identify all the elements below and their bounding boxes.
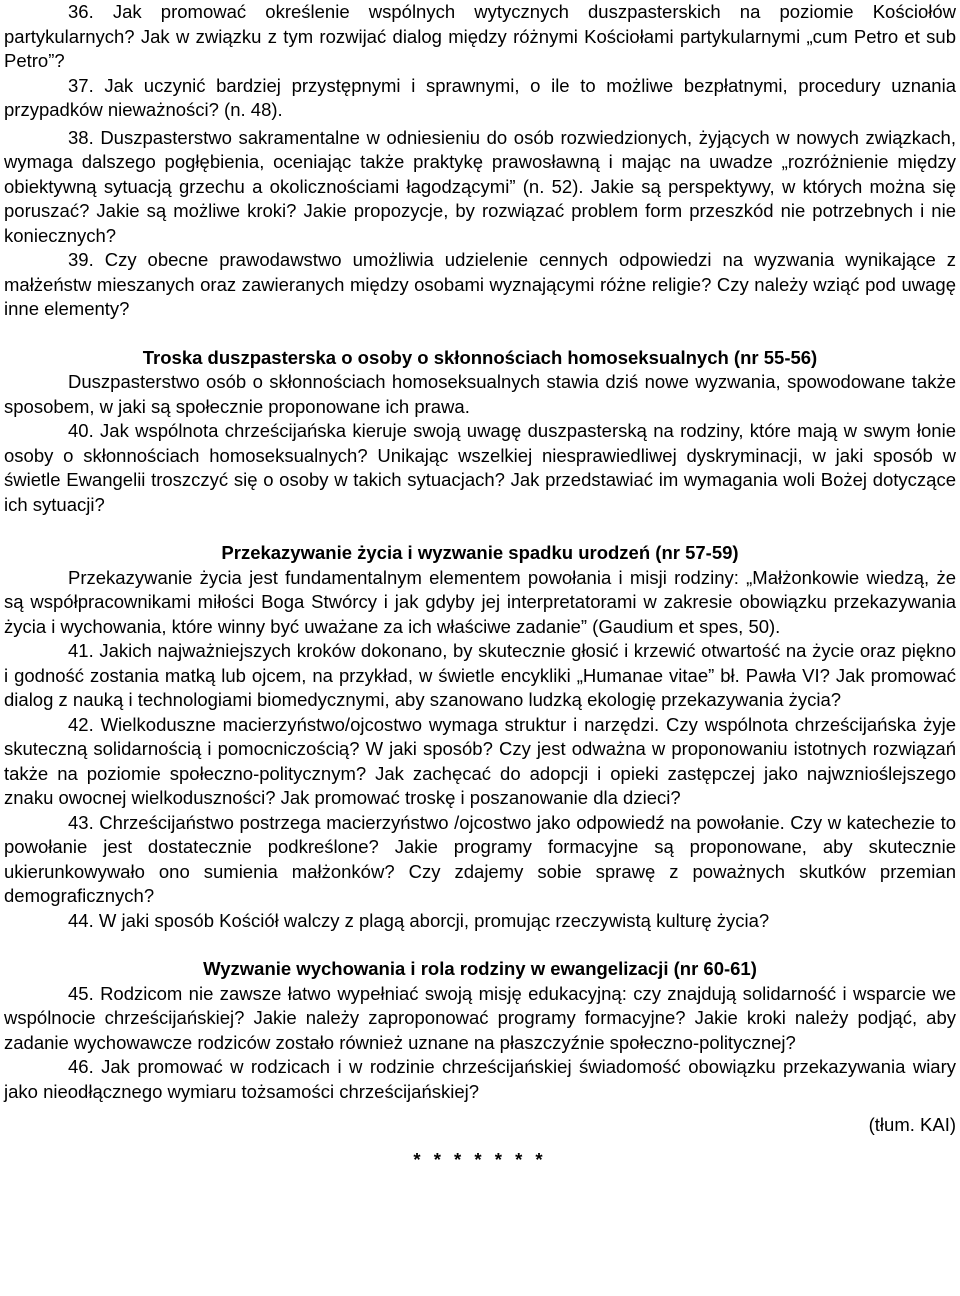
paragraph-45: 45. Rodzicom nie zawsze łatwo wypełniać swoją misję edukacyjną: czy znajdują solidarność i wsparcie we wspólnocie chrześcijańskiej? Jakie należy zaproponować programy formacyjne? Jakie kroki należy podjąć, aby zadanie wychowawcze rodziców zostało również uznane na płaszczyźnie społeczno-politycznej? [4, 982, 956, 1053]
document-page [4, 0, 956, 1172]
section-heading-education-and-evangelization: Wyzwanie wychowania i rola rodziny w ewangelizacji (nr 60-61) [203, 958, 757, 979]
paragraph-43: 43. Chrześcijaństwo postrzega macierzyństwo /ojcostwo jako odpowiedź na powołanie. Czy w katechezie to powołanie jest dostatecznie podkreślone? Jakie programy formacyjne są proponowane, aby skutecznie ukierunkowywało ono sumienia małżonków? Czy zdajemy sobie sprawę z poważnych skutków przemian demograficznych? [4, 811, 956, 906]
section-separator: * * * * * * * [413, 1148, 547, 1170]
paragraph-36: 36. Jak promować określenie wspólnych wytycznych duszpasterskich na poziomie Kościołów partykularnych? Jak w związku z tym rozwijać dialog między różnymi Kościołami partykularnymi „cum Petro et sub Petro”? [4, 1, 956, 71]
paragraph-37: 37. Jak uczynić bardziej przystępnymi i sprawnymi, o ile to możliwe bezpłatnymi, procedury uznania przypadków nieważności? (n. 48). [4, 74, 956, 120]
paragraph-42: 42. Wielkoduszne macierzyństwo/ojcostwo wymaga struktur i narzędzi. Czy wspólnota chrześcijańska żyje skuteczną solidarnością i pomocniczością? W jaki sposób? Czy jest odważna w proponowaniu istotnych rozwiązań także na poziomie społeczno-politycznym? Jak zachęcać do adopcji i opieki zastępczej jako najwznioślejszego znaku owocnej wielkoduszności? Jak promować troskę i poszanowanie dla dzieci? [4, 713, 956, 808]
paragraph-44: 44. W jaki sposób Kościół walczy z plagą aborcji, promując rzeczywistą kulturę życia? [68, 909, 770, 931]
paragraph-46: 46. Jak promować w rodzicach i w rodzinie chrześcijańskiej świadomość obowiązku przekazywania wiary jako nieodłącznego wymiaru tożsamości chrześcijańskiej? [4, 1056, 956, 1102]
translation-credit: (tłum. KAI) [868, 1114, 956, 1135]
paragraph-39: 39. Czy obecne prawodawstwo umożliwia udzielenie cennych odpowiedzi na wyzwania wynikające z małżeństw mieszanych oraz zawieranych między osobami wyznającymi różne religie? Czy należy wziąć pod uwagę inne elementy? [4, 249, 956, 319]
paragraph-40: 40. Jak wspólnota chrześcijańska kieruje swoją uwagę duszpasterską na rodziny, które mają w swym łonie osoby o skłonnościach homoseksualnych? Unikając wszelkiej niesprawiedliwej dyskryminacji, w jaki sposób w świetle Ewangelii troszczyć się o osoby w takich sytuacjach? Jak przedstawiać im wymagania woli Bożej dotyczące ich sytuacji? [4, 420, 956, 515]
section-heading-transmission-of-life: Przekazywanie życia i wyzwanie spadku urodzeń (nr 57-59) [221, 542, 739, 563]
paragraph-41: 41. Jakich najważniejszych kroków dokonano, by skutecznie głosić i krzewić otwartość na życie oraz piękno i godność zostania matką lub ojcem, na przykład, w świetle encykliki „Humanae vitae” bł. Pawła VI? Jak promować dialog z nauką i technologiami biomedycznymi, aby szanowano ludzką ekologię przekazywania życia? [4, 640, 956, 710]
paragraph-38: 38. Duszpasterstwo sakramentalne w odniesieniu do osób rozwiedzionych, żyjących w nowych związkach, wymaga dalszego pogłębienia, oceniając także praktykę prawosławną i mając na uwadze „rozróżnienie między obiektywną sytuacją grzechu a okolicznościami łagodzącymi” (n. 52). Jakie są perspektywy, w których można się poruszać? Jakie są możliwe kroki? Jakie propozycje, by rozwiązać problem form przeszkód nie potrzebnych i nie koniecznych? [4, 126, 956, 246]
section2-intro: Przekazywanie życia jest fundamentalnym elementem powołania i misji rodziny: „Małżonkowie wiedzą, że są współpracownikami miłości Boga Stwórcy i jak gdyby jej interpretatorami w zakresie obowiązku przekazywania życia i wychowania, które winny być uważane za ich właściwe zadanie” (Gaudium et spes, 50). [4, 566, 956, 637]
section-heading-homosexual-pastoral-care: Troska duszpasterska o osoby o skłonnościach homoseksualnych (nr 55-56) [142, 346, 818, 368]
section1-intro: Duszpasterstwo osób o skłonnościach homoseksualnych stawia dziś nowe wyzwania, spowodowane także sposobem, w jaki są społecznie proponowane ich prawa. [4, 371, 956, 417]
